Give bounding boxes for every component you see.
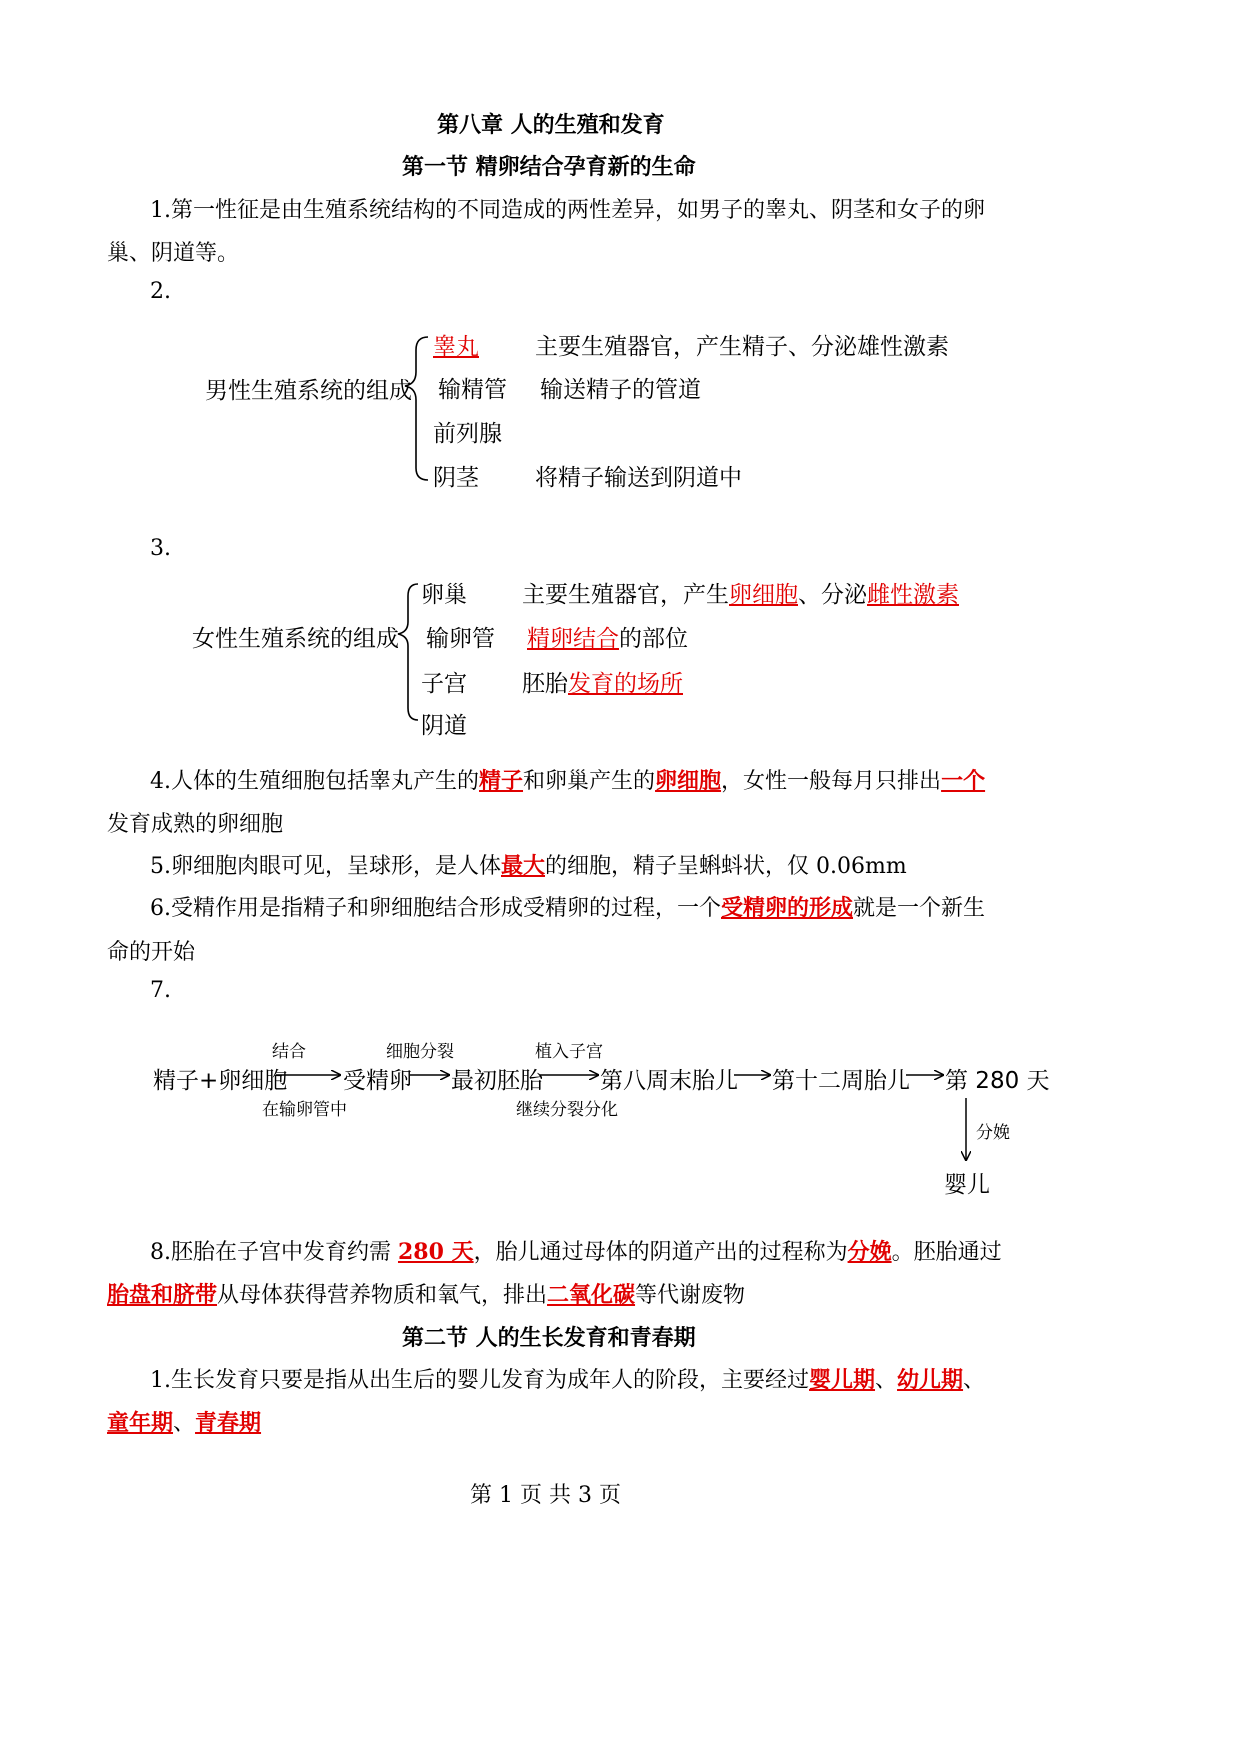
flow-node: 第 280 天 — [945, 1068, 1050, 1094]
male-organ-penis: 阴茎 — [433, 465, 479, 491]
female-organ-desc: 胚胎发育的场所 — [522, 671, 683, 697]
highlight-answer: 受精卵的形成 — [721, 895, 854, 921]
highlight-answer: 卵细胞 — [729, 582, 798, 608]
item-number: 3. — [150, 536, 171, 561]
flow-label: 分娩 — [976, 1123, 1010, 1143]
section-title: 第二节 人的生长发育和青春期 — [402, 1325, 696, 1351]
flow-label: 继续分裂分化 — [516, 1100, 618, 1120]
paragraph-line: 4.人体的生殖细胞包括睾丸产生的精子和卵巢产生的卵细胞，女性一般每月只排出一个 — [150, 768, 986, 794]
highlight-answer: 分娩 — [847, 1239, 892, 1265]
highlight-answer: 二氧化碳 — [547, 1282, 636, 1308]
highlight-answer: 一个 — [941, 768, 986, 794]
female-organ-vagina: 阴道 — [421, 713, 467, 739]
male-system-root: 男性生殖系统的组成 — [205, 378, 412, 404]
highlight-answer: 精子 — [479, 768, 524, 794]
female-organ-uterus: 子宫 — [421, 671, 467, 697]
item-number: 2. — [150, 279, 171, 304]
female-organ-desc: 精卵结合的部位 — [527, 626, 688, 652]
male-organ-desc: 将精子输送到阴道中 — [535, 465, 742, 491]
flow-label: 植入子宫 — [535, 1042, 603, 1062]
highlight-answer: 婴儿期 — [809, 1367, 876, 1393]
paragraph-line: 1.第一性征是由生殖系统结构的不同造成的两性差异，如男子的睾丸、阴茎和女子的卵 — [150, 198, 985, 223]
highlight-answer: 精卵结合 — [527, 626, 619, 652]
flow-node: 第八周末胎儿 — [600, 1068, 738, 1094]
paragraph-line: 胎盘和脐带从母体获得营养物质和氧气，排出二氧化碳等代谢废物 — [107, 1282, 746, 1308]
item-number: 7. — [150, 978, 171, 1003]
female-organ-ovary: 卵巢 — [421, 582, 467, 608]
female-organ-oviduct: 输卵管 — [426, 626, 495, 652]
male-organ-vas: 输精管 — [438, 377, 507, 403]
paragraph-line: 1.生长发育只要是指从出生后的婴儿发育为成年人的阶段，主要经过婴儿期、幼儿期、 — [150, 1367, 986, 1393]
flow-node: 第十二周胎儿 — [772, 1068, 910, 1094]
highlight-answer: 卵细胞 — [655, 768, 722, 794]
highlight-answer: 幼儿期 — [897, 1367, 964, 1393]
paragraph-line: 巢、阴道等。 — [107, 241, 240, 266]
flow-label: 细胞分裂 — [386, 1042, 454, 1062]
paragraph-line: 5.卵细胞肉眼可见，呈球形，是人体最大的细胞，精子呈蝌蚪状，仅 0.06mm — [150, 853, 907, 879]
highlight-answer: 青春期 — [195, 1410, 262, 1436]
female-system-root: 女性生殖系统的组成 — [192, 626, 399, 652]
paragraph-line: 命的开始 — [107, 940, 196, 965]
highlight-answer: 最大 — [501, 853, 546, 879]
chapter-title: 第八章 人的生殖和发育 — [437, 112, 665, 138]
paragraph-line: 童年期、青春期 — [107, 1410, 262, 1436]
flow-label: 结合 — [272, 1042, 306, 1062]
highlight-answer: 280 天 — [397, 1239, 474, 1265]
highlight-answer: 雌性激素 — [867, 582, 959, 608]
flow-node: 受精卵 — [343, 1068, 412, 1094]
paragraph-line: 6.受精作用是指精子和卵细胞结合形成受精卵的过程，一个受精卵的形成就是一个新生 — [150, 895, 986, 921]
flow-label: 在输卵管中 — [262, 1100, 347, 1120]
page-footer: 第 1 页 共 3 页 — [470, 1483, 621, 1508]
male-organ-desc: 输送精子的管道 — [540, 377, 701, 403]
flow-node: 最初胚胎 — [451, 1068, 543, 1094]
highlight-answer: 童年期 — [107, 1410, 174, 1436]
male-organ-prostate: 前列腺 — [433, 421, 502, 447]
paragraph-line: 发育成熟的卵细胞 — [107, 812, 284, 837]
male-organ-desc: 主要生殖器官，产生精子、分泌雄性激素 — [535, 334, 949, 360]
highlight-answer: 胎盘和脐带 — [107, 1282, 218, 1308]
highlight-answer: 发育的场所 — [568, 671, 683, 697]
paragraph-line: 8.胚胎在子宫中发育约需 280 天，胎儿通过母体的阴道产出的过程称为分娩。胚胎通过 — [150, 1239, 1002, 1265]
flow-node: 婴儿 — [944, 1172, 990, 1198]
flow-node: 精子+卵细胞 — [153, 1068, 288, 1094]
female-organ-desc: 主要生殖器官，产生卵细胞、分泌雌性激素 — [522, 582, 959, 608]
male-organ-testis: 睾丸 — [433, 334, 479, 360]
section-title: 第一节 精卵结合孕育新的生命 — [402, 154, 696, 180]
